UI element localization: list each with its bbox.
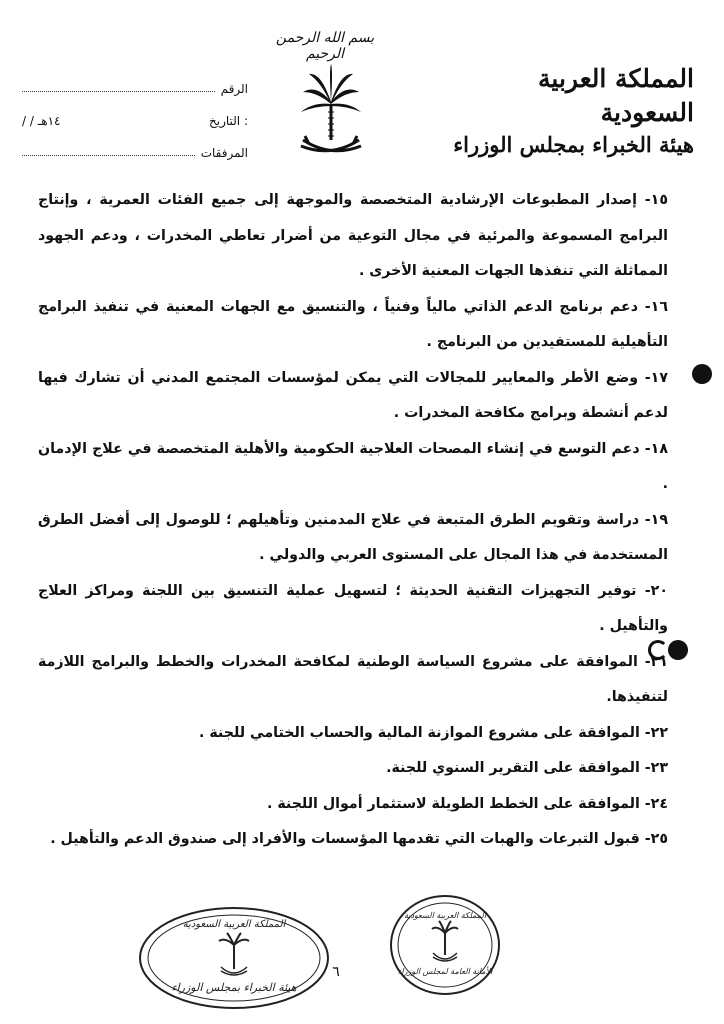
list-item: ٢٠- توفير التجهيزات التقنية الحديثة ؛ لتسهيل عملية التنسيق بين اللجنة ومراكز العلاج والتأهيل . (38, 582, 668, 634)
basmala: بسم الله الرحمن الرحيم (275, 30, 375, 62)
ref-line (22, 90, 215, 92)
stamp-round-icon (388, 893, 502, 997)
attachments-label: المرفقات (200, 146, 248, 160)
list-item: ٢٤- الموافقة على الخطط الطويلة لاستثمار أموال اللجنة . (266, 795, 668, 812)
organization-letterhead (444, 62, 694, 160)
list-item: ٢١- الموافقة على مشروع السياسة الوطنية لمكافحة المخدرات والخطط والبرامج اللازمة لتنفيذها. (38, 653, 668, 705)
list-item: ٢٥- قبول التبرعات والهبات التي تقدمها المؤسسات والأفراد إلى صندوق الدعم والتأهيل . (50, 831, 668, 847)
date-label: التاريخ : (208, 114, 248, 128)
list-item: ١٩- دراسة وتقويم الطرق المتبعة في علاج المدمنين وتأهيلهم ؛ للوصول إلى أفضل الطرق المستخدمة في هذا المجال على المستوى العربي والدولي . (38, 511, 668, 563)
list-item: ٢٣- الموافقة على التقرير السنوي للجنة. (386, 760, 668, 776)
stamp-right-bottom-text: الأمانة العامة لمجلس الوزراء (397, 967, 493, 976)
org-body-name: هيئة الخبراء بمجلس الوزراء (453, 132, 694, 157)
stamp-left (137, 905, 331, 1011)
ref-row (22, 64, 248, 96)
stamp-right (388, 893, 502, 997)
palm-swords-emblem-icon (297, 62, 365, 162)
list-item: ١٧- وضع الأطر والمعايير للمجالات التي يمكن لمؤسسات المجتمع المدني أن تشارك فيها لدعم أنشطة وبرامج مكافحة المخدرات . (38, 369, 668, 421)
hole-punch-mark (692, 364, 712, 384)
page-number: ٦ (332, 964, 340, 980)
hole-punch-mark (648, 640, 668, 660)
list-item: ١٦- دعم برنامج الدعم الذاتي مالياً وفنياً ، والتنسيق مع الجهات المعنية في تنفيذ البرامج التأهيلية للمستفيدين من البرنامج . (38, 298, 668, 350)
stamp-left-bottom-text: هيئة الخبراء بمجلس الوزراء (171, 981, 297, 994)
org-country-name: المملكة العربية السعودية (538, 64, 694, 127)
hole-punch-mark (668, 640, 688, 660)
date-row (22, 96, 248, 128)
stamp-right-top-text: المملكة العربية السعودية (403, 911, 487, 920)
list-item: ١٨- دعم التوسع في إنشاء المصحات العلاجية الحكومية والأهلية المتخصصة في علاج الإدمان . (38, 440, 668, 492)
stamp-left-top-text: المملكة العربية السعودية (182, 919, 286, 930)
document-body (38, 183, 668, 858)
ref-label: الرقم (220, 82, 248, 96)
list-item: ١٥- إصدار المطبوعات الإرشادية المتخصصة والموجهة إلى جميع الفئات العمرية ، وإنتاج البرامج المسموعة والمرئية في مجال التوعية من أضرار تعاطي المخدرات ، ودعم الجهود المماثلة التي تنفذها الجهات المعنية الأخرى . (38, 192, 668, 279)
attachments-line (22, 154, 195, 156)
list-item: ٢٢- الموافقة على مشروع الموازنة المالية والحساب الختامي للجنة . (199, 724, 668, 741)
date-value: / / ١٤هـ (22, 114, 61, 128)
attachments-row (22, 128, 248, 160)
reference-block (22, 64, 248, 160)
